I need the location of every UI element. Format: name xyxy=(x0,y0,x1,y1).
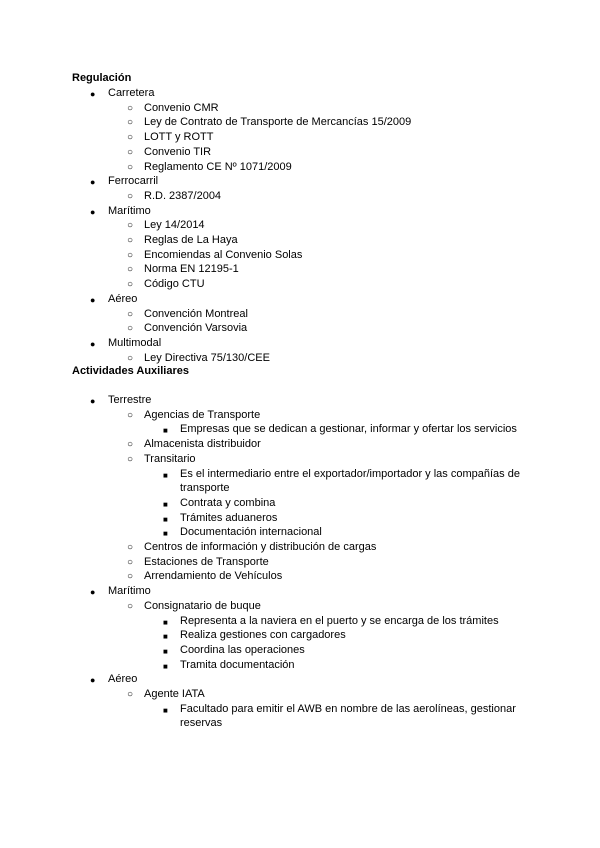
bullet-level-2-icon: ○ xyxy=(127,689,134,700)
list-item-continuation: transporte xyxy=(180,482,230,495)
list-item-level-2: Ley 14/2014 xyxy=(144,219,205,232)
list-item-level-2: Ley de Contrato de Transporte de Mercancías 15/2009 xyxy=(144,116,412,129)
list-item-level-2: Ley Directiva 75/130/CEE xyxy=(144,351,270,364)
list-item-level-3: Facultado para emitir el AWB en nombre de las aerolíneas, gestionar xyxy=(180,702,516,715)
list-item-level-2: Encomiendas al Convenio Solas xyxy=(144,248,303,261)
bullet-level-1-icon: ● xyxy=(90,396,96,406)
list-item-level-3: Documentación internacional xyxy=(180,526,322,539)
section-heading: Actividades Auxiliares xyxy=(72,365,189,377)
list-item-level-2: LOTT y ROTT xyxy=(144,131,214,144)
list-item-level-2: Arrendamiento de Vehículos xyxy=(144,570,283,583)
list-item-continuation: reservas xyxy=(180,717,223,730)
list-item-level-1: Carretera xyxy=(108,87,155,99)
bullet-level-2-icon: ○ xyxy=(127,542,134,553)
bullet-level-2-icon: ○ xyxy=(127,600,134,612)
list-item-level-2: Código CTU xyxy=(144,278,205,291)
list-item-level-3: Contrata y combina xyxy=(180,496,276,509)
bullet-level-2-icon: ○ xyxy=(127,352,134,364)
section-heading: Regulación xyxy=(72,72,132,84)
bullet-level-2-icon: ○ xyxy=(127,190,134,202)
list-item-level-3: Es el intermediario entre el exportador/importador y las compañías de xyxy=(180,467,520,480)
bullet-level-2-icon: ○ xyxy=(127,102,134,114)
list-item-level-1: Marítimo xyxy=(108,204,151,217)
bullet-level-3-icon: ■ xyxy=(163,646,168,656)
bullet-level-2-icon: ○ xyxy=(127,556,134,568)
bullet-level-2-icon: ○ xyxy=(127,279,134,291)
bullet-level-3-icon: ■ xyxy=(163,470,168,480)
list-item-level-2: Reglamento CE Nº 1071/2009 xyxy=(144,160,292,173)
list-item-level-2: Convención Montreal xyxy=(144,307,248,320)
list-item-level-3: Tramita documentación xyxy=(180,658,295,671)
list-item-level-3: Realiza gestiones con cargadores xyxy=(180,629,346,642)
bullet-level-2-icon: ○ xyxy=(127,220,134,232)
list-item-level-2: Agencias de Transporte xyxy=(144,408,261,421)
list-item-level-1: Multimodal xyxy=(108,336,162,349)
list-item-level-1: Ferrocarril xyxy=(108,175,159,188)
bullet-level-1-icon: ● xyxy=(90,294,96,305)
bullet-level-2-icon: ○ xyxy=(127,249,134,261)
bullet-level-3-icon: ■ xyxy=(163,499,168,509)
list-item-level-1: Terrestre xyxy=(108,394,152,406)
list-item-level-2: Norma EN 12195-1 xyxy=(144,263,239,276)
bullet-level-2-icon: ○ xyxy=(127,117,134,129)
bullet-level-1-icon: ● xyxy=(90,206,96,217)
list-item-level-3: Coordina las operaciones xyxy=(180,643,305,656)
bullet-level-2-icon: ○ xyxy=(127,439,134,451)
list-item-level-1: Aéreo xyxy=(108,292,138,305)
list-item-level-2: Transitario xyxy=(144,452,196,465)
list-item-level-2: R.D. 2387/2004 xyxy=(144,189,222,202)
list-item-level-2: Reglas de La Haya xyxy=(144,234,238,246)
bullet-level-2-icon: ○ xyxy=(127,571,134,583)
list-item-level-2: Almacenista distribuidor xyxy=(144,438,261,451)
bullet-level-2-icon: ○ xyxy=(127,409,134,421)
bullet-level-1-icon: ● xyxy=(90,675,96,686)
bullet-level-3-icon: ■ xyxy=(163,661,168,671)
bullet-level-2-icon: ○ xyxy=(127,264,134,276)
list-item-level-3: Empresas que se dedican a gestionar, informar y ofertar los servicios xyxy=(180,423,517,436)
list-item-level-2: Consignatario de buque xyxy=(144,599,261,612)
list-item-level-3: Representa a la naviera en el puerto y se encarga de los trámites xyxy=(180,614,499,627)
list-item-level-2: Convenio TIR xyxy=(144,145,212,158)
list-item-level-1: Marítimo xyxy=(108,585,151,598)
bullet-level-2-icon: ○ xyxy=(127,161,134,173)
bullet-level-2-icon: ○ xyxy=(127,453,134,465)
bullet-level-3-icon: ■ xyxy=(163,529,168,539)
bullet-level-2-icon: ○ xyxy=(127,308,134,320)
bullet-level-3-icon: ■ xyxy=(163,705,168,715)
list-item-level-3: Trámites aduaneros xyxy=(180,511,278,524)
list-item-level-2: Agente IATA xyxy=(144,688,205,700)
bullet-level-3-icon: ■ xyxy=(163,632,168,642)
bullet-level-2-icon: ○ xyxy=(127,146,134,158)
list-item-level-1: Aéreo xyxy=(108,673,138,686)
bullet-level-3-icon: ■ xyxy=(163,617,168,627)
bullet-level-2-icon: ○ xyxy=(127,235,134,246)
bullet-level-1-icon: ● xyxy=(90,338,96,349)
bullet-level-3-icon: ■ xyxy=(163,426,168,436)
list-item-level-2: Centros de información y distribución de cargas xyxy=(144,541,377,553)
bullet-level-1-icon: ● xyxy=(90,587,96,598)
list-item-level-2: Estaciones de Transporte xyxy=(144,555,269,568)
bullet-level-3-icon: ■ xyxy=(163,514,168,524)
bullet-level-2-icon: ○ xyxy=(127,132,134,144)
bullet-level-2-icon: ○ xyxy=(127,323,134,335)
bullet-level-1-icon: ● xyxy=(90,89,96,99)
bullet-level-1-icon: ● xyxy=(90,177,96,188)
list-item-level-2: Convención Varsovia xyxy=(144,322,248,335)
list-item-level-2: Convenio CMR xyxy=(144,101,219,114)
